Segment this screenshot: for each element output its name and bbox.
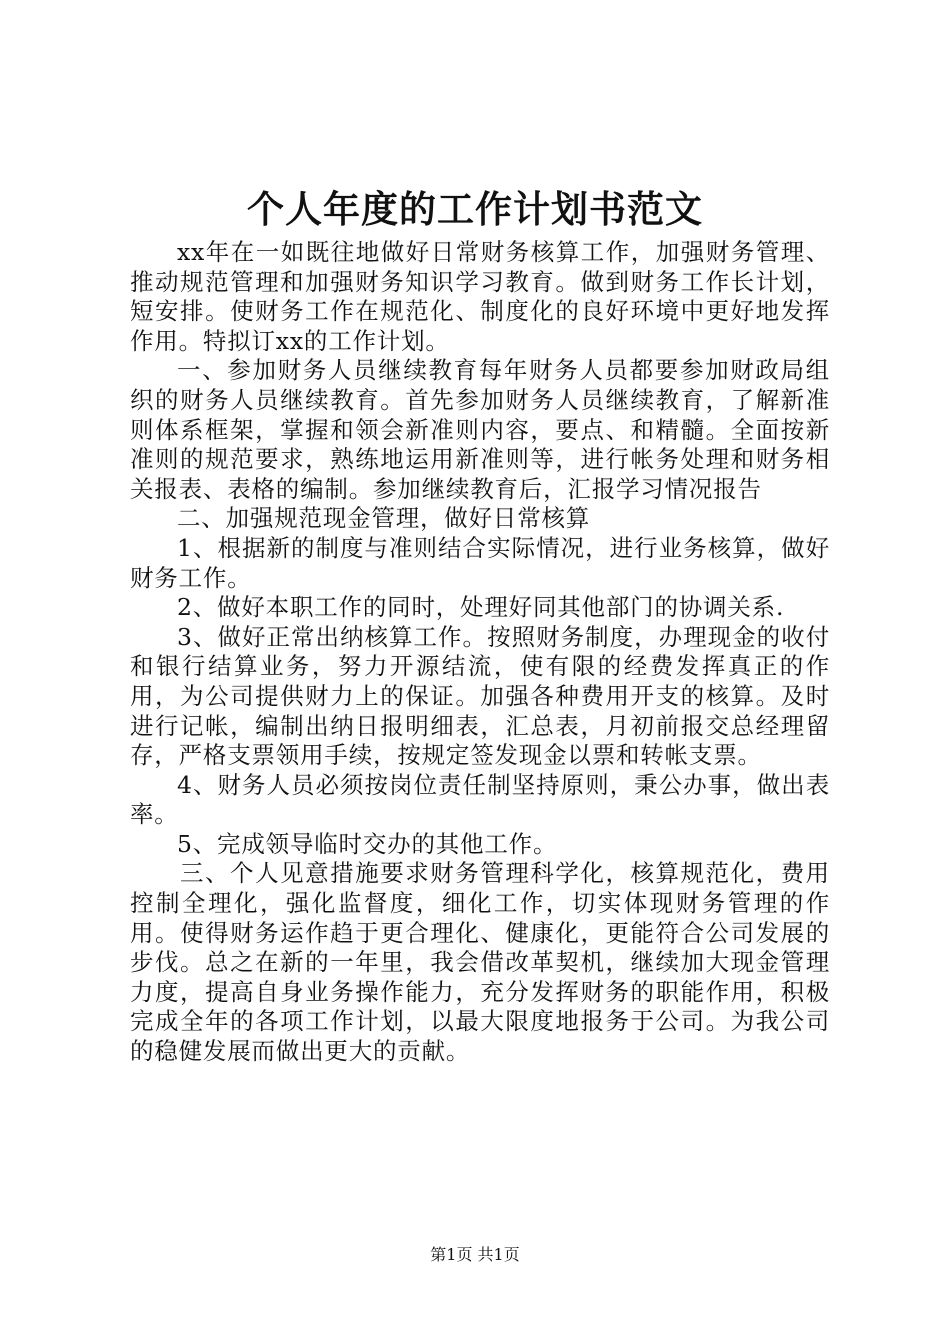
paragraph-item-5: 5、完成领导临时交办的其他工作。 xyxy=(177,829,558,858)
document-body xyxy=(130,238,830,1067)
document-title: 个人年度的工作计划书范文 xyxy=(247,187,703,231)
paragraph-item-3: 3、做好正常出纳核算工作。按照财务制度，办理现金的收付和银行结算业务，努力开源结流，使有限的经费发挥真正的作用，为公司提供财力上的保证。加强各种费用开支的核算。及时进行记帐，编制出纳日报明细表，汇总表，月初前报交总经理留存，严格支票领用手续，按规定签发现金以票和转帐支票。 xyxy=(130,622,830,770)
paragraph-section-3: 三、个人见意措施要求财务管理科学化，核算规范化，费用控制全理化，强化监督度，细化工作，切实体现财务管理的作用。使得财务运作趋于更合理化、健康化，更能符合公司发展的步伐。总之在新的一年里，我会借改革契机，继续加大现金管理力度，提高自身业务操作能力，充分发挥财务的职能作用，积极完成全年的各项工作计划，以最大限度地报务于公司。为我公司的稳健发展而做出更大的贡献。 xyxy=(130,859,830,1066)
paragraph-item-1: 1、根据新的制度与准则结合实际情况，进行业务核算，做好财务工作。 xyxy=(130,533,830,592)
paragraph-intro: xx年在一如既往地做好日常财务核算工作，加强财务管理、推动规范管理和加强财务知识学习教育。做到财务工作长计划，短安排。使财务工作在规范化、制度化的良好环境中更好地发挥作用。特拟订xx的工作计划。 xyxy=(130,238,830,355)
page-footer: 第1页 共1页 xyxy=(430,1245,520,1264)
paragraph-item-4: 4、财务人员必须按岗位责任制坚持原则，秉公办事，做出表率。 xyxy=(130,770,830,829)
paragraph-section-1: 一、参加财务人员继续教育每年财务人员都要参加财政局组织的财务人员继续教育。首先参加财务人员继续教育，了解新准则体系框架，掌握和领会新准则内容，要点、和精髓。全面按新准则的规范要求，熟练地运用新准则等，进行帐务处理和财务相关报表、表格的编制。参加继续教育后，汇报学习情况报告 xyxy=(130,356,830,503)
paragraph-item-2: 2、做好本职工作的同时，处理好同其他部门的协调关系. xyxy=(177,593,785,622)
paragraph-section-2-heading: 二、加强规范现金管理，做好日常核算 xyxy=(177,504,591,533)
